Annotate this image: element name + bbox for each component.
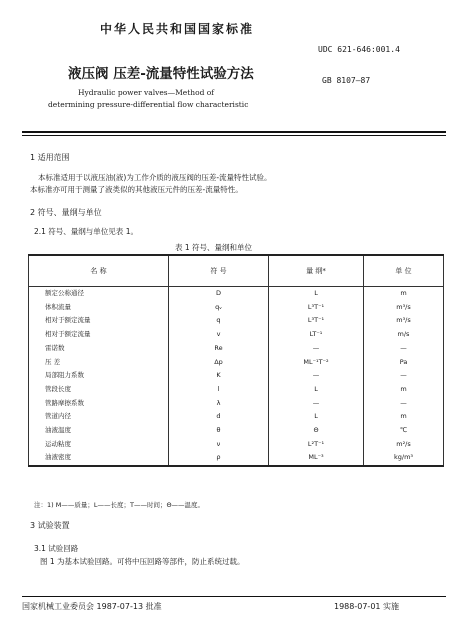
table-row (29, 369, 444, 383)
section-2-1-text: 2.1 符号、量纲与单位见表 1。 (34, 227, 138, 236)
cell-symbol: D (169, 287, 269, 301)
cell-name: 管段长度 (29, 383, 169, 397)
cell-unit: m³/s (364, 314, 444, 328)
section-3-1-title: 3.1 试验回路 (34, 544, 79, 553)
col-header-dimension: 量 纲* (269, 255, 364, 287)
section-1-title: 1 适用范围 (30, 153, 70, 162)
cell-symbol: q (169, 314, 269, 328)
header-rule-thick (22, 131, 446, 133)
cell-symbol: l (169, 383, 269, 397)
header-rule-thin (22, 135, 446, 136)
cell-dimension: L (269, 383, 364, 397)
cell-name: 局部阻力系数 (29, 369, 169, 383)
table-row (29, 301, 444, 315)
cell-symbol: d (169, 410, 269, 424)
table-row (29, 424, 444, 438)
cell-unit: ℃ (364, 424, 444, 438)
document-title-en-line1: Hydraulic power valves—Method of (78, 88, 215, 97)
cell-symbol: Δp (169, 356, 269, 370)
section-1-para-2: 本标准亦可用于测量了液类似的其他液压元件的压差-流量特性。 (30, 185, 243, 194)
cell-name: 管道内径 (29, 410, 169, 424)
cell-unit: m/s (364, 328, 444, 342)
table-caption: 表 1 符号、量纲和单位 (175, 243, 253, 252)
approval-statement: 国家机械工业委员会 1987-07-13 批准 (22, 602, 162, 611)
cell-name: 管路摩擦系数 (29, 397, 169, 411)
cell-symbol: K (169, 369, 269, 383)
standard-org-title: 中华人民共和国国家标准 (100, 22, 255, 36)
cell-unit: m³/s (364, 301, 444, 315)
cell-unit: Pa (364, 356, 444, 370)
document-title-en-line2: determining pressure-differential flow characteristic (48, 100, 249, 109)
cell-unit: — (364, 397, 444, 411)
cell-dimension: ML⁻³ (269, 451, 364, 466)
cell-unit: — (364, 342, 444, 356)
cell-symbol: ρ (169, 451, 269, 466)
table-row (29, 451, 444, 466)
document-title-cn: 液压阀 压差-流量特性试验方法 (68, 66, 254, 82)
cell-name: 雷诺数 (29, 342, 169, 356)
cell-symbol: qᵥ (169, 301, 269, 315)
cell-dimension: LT⁻¹ (269, 328, 364, 342)
col-header-symbol: 符 号 (169, 255, 269, 287)
table-row (29, 397, 444, 411)
table-header-row (29, 255, 444, 287)
cell-dimension: Θ (269, 424, 364, 438)
cell-dimension: L²T⁻¹ (269, 438, 364, 452)
cell-name: 相对于额定流量 (29, 314, 169, 328)
col-header-name: 名 称 (29, 255, 169, 287)
cell-dimension: L³T⁻¹ (269, 314, 364, 328)
cell-dimension: ML⁻¹T⁻² (269, 356, 364, 370)
table-note: 注：1) M——质量；L——长度；T——时间；Θ——温度。 (34, 501, 205, 509)
cell-name: 油液密度 (29, 451, 169, 466)
section-1-para-1: 本标准适用于以液压油(液)为工作介质的液压阀的压差-流量特性试验。 (38, 173, 272, 182)
table-row (29, 383, 444, 397)
cell-unit: m (364, 287, 444, 301)
table-row (29, 342, 444, 356)
cell-name: 体积流量 (29, 301, 169, 315)
cell-unit: — (364, 369, 444, 383)
table-row (29, 328, 444, 342)
cell-name: 油液温度 (29, 424, 169, 438)
cell-symbol: λ (169, 397, 269, 411)
section-3-title: 3 试验装置 (30, 521, 70, 530)
table-row (29, 356, 444, 370)
gb-number: GB 8107—87 (322, 76, 371, 85)
cell-name: 额定公称通径 (29, 287, 169, 301)
cell-dimension: — (269, 397, 364, 411)
table-row (29, 314, 444, 328)
cell-unit: m (364, 383, 444, 397)
cell-symbol: θ (169, 424, 269, 438)
section-2-title: 2 符号、量纲与单位 (30, 208, 102, 217)
cell-symbol: v (169, 328, 269, 342)
cell-symbol: ν (169, 438, 269, 452)
table-row (29, 287, 444, 301)
cell-name: 压 差 (29, 356, 169, 370)
section-3-1-text: 图 1 为基本试验回路。可将中压回路等部件，防止系统过载。 (40, 557, 245, 566)
cell-symbol: Re (169, 342, 269, 356)
cell-dimension: L (269, 287, 364, 301)
table-row (29, 438, 444, 452)
cell-name: 相对于额定流量 (29, 328, 169, 342)
cell-dimension: — (269, 369, 364, 383)
cell-unit: kg/m³ (364, 451, 444, 466)
table-row (29, 410, 444, 424)
cell-unit: m (364, 410, 444, 424)
footer-rule (22, 596, 446, 597)
symbols-table (28, 254, 444, 467)
col-header-unit: 单 位 (364, 255, 444, 287)
cell-dimension: L³T⁻¹ (269, 301, 364, 315)
cell-dimension: L (269, 410, 364, 424)
udc-code: UDC 621-646:001.4 (318, 45, 400, 54)
cell-name: 运动粘度 (29, 438, 169, 452)
cell-dimension: — (269, 342, 364, 356)
cell-unit: m²/s (364, 438, 444, 452)
implementation-date: 1988-07-01 实施 (334, 602, 400, 611)
